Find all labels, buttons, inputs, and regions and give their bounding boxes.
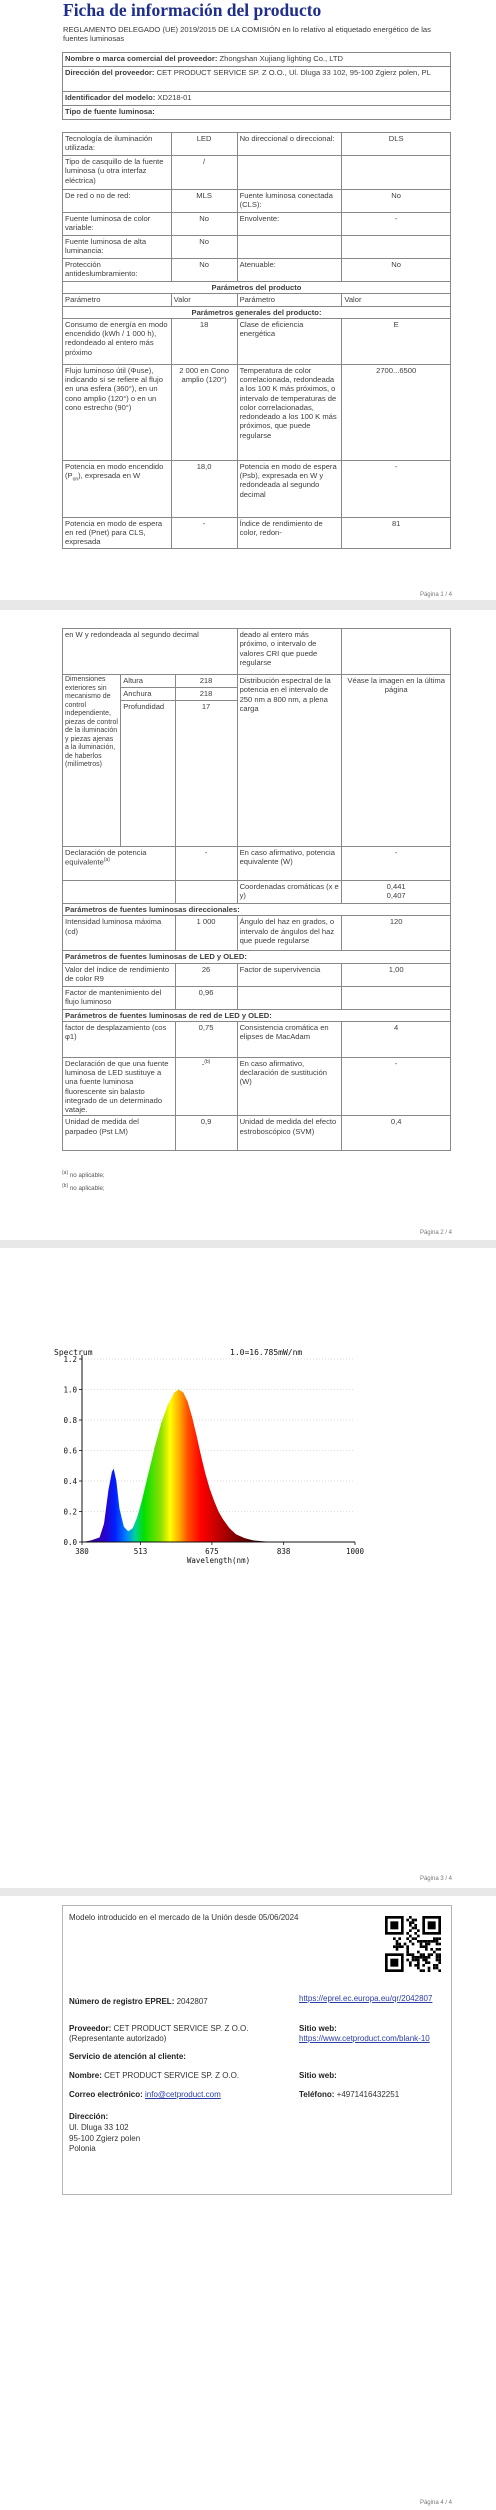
type-label: Fuente luminosa de color variable: (63, 213, 172, 236)
param-label: Flujo luminoso útil (Φuse), indicando si se refiere al flujo en una esfera (360°), en un cono amplio (120°) o en un cono estrecho (90°) (63, 364, 172, 460)
param-value (175, 881, 237, 904)
y-tick-label: 1.0 (63, 1385, 77, 1395)
y-tick-label: 0.2 (63, 1507, 77, 1517)
param-label: Potencia en modo encendido $(P_{on})$, expresada en W (63, 460, 172, 517)
param-label: En caso afirmativo, declaración de sustitución (W) (237, 1057, 342, 1116)
spectrum-point (174, 1392, 175, 1393)
spectrum-chart (50, 1347, 370, 1569)
provider: Proveedor: CET PRODUCT SERVICE SP. Z O.O. (Representante autorizado) (69, 2024, 249, 2043)
param-value (342, 986, 451, 1009)
param-value: 0,75 (175, 1021, 237, 1057)
spectrum-point (201, 1455, 202, 1456)
type-table (62, 132, 451, 549)
param-value: - (342, 847, 451, 881)
provider-web-link[interactable]: https://www.cetproduct.com/blank-10 (299, 2033, 430, 2043)
service-website: Sitio web: (299, 2071, 337, 2080)
param-value: 218 (175, 675, 237, 688)
supplier-name-row: Nombre o marca comercial del proveedor: Zhongshan Xujiang lighting Co., LTD (63, 53, 451, 67)
param-value: 0,4 (342, 1116, 451, 1151)
param-label: en W y redondeada al segundo decimal (63, 629, 238, 675)
param-label: Consistencia cromática en elipses de MacAdam (237, 1021, 342, 1057)
param-value: 81 (342, 517, 451, 548)
type-value (342, 156, 451, 190)
type-value: - (342, 213, 451, 236)
provider-website: Sitio web: https://www.cetproduct.com/blank-10 (299, 2024, 430, 2043)
x-tick-label: 1000 (345, 1547, 365, 1556)
service-email: Correo electrónico: info@cetproduct.com (69, 2090, 221, 2099)
param-label: Unidad de medida del efecto estroboscópico (SVM) (237, 1116, 342, 1151)
y-axis-label: Spectrum (54, 1348, 93, 1357)
param-value: - (175, 847, 237, 881)
spectrum-point (223, 1519, 224, 1520)
param-label: Unidad de medida del parpadeo (Pst LM) (63, 1116, 176, 1151)
param-label: Declaración de potencia equivalente$^{(a)}$ (63, 847, 176, 881)
spectrum-point (262, 1541, 263, 1542)
page-number: Página 4 / 4 (419, 2500, 452, 2506)
param-label: Consumo de energía en modo encendido (kWh / 1 000 h), redondeado al entero más próximo (63, 318, 172, 364)
param-label: Índice de rendimiento de color, redon- (237, 517, 342, 548)
param-value: 26 (175, 963, 237, 986)
params-table-continued (62, 628, 451, 1151)
param-value: - (342, 460, 451, 517)
regulation-text: REGLAMENTO DELEGADO (UE) 2019/2015 DE LA COMISIÓN en lo relativo al etiquetado energético de las fuentes luminosas (63, 25, 431, 44)
param-label: deado al entero más próximo, o intervalo de valores CRI que puede regularse (237, 629, 342, 675)
y-tick-label: 0.0 (63, 1538, 77, 1547)
param-label: Anchura (121, 688, 175, 701)
service-name: Nombre: CET PRODUCT SERVICE SP. Z O.O. (69, 2071, 240, 2080)
param-value: -$^{(b)}$ (175, 1057, 237, 1116)
eprel-url-link[interactable]: https://eprel.ec.europa.eu/qr/2042807 (299, 1994, 433, 2003)
y-tick-label: 0.8 (63, 1416, 77, 1425)
spectrum-point (113, 1469, 114, 1470)
spectrum-point (108, 1490, 109, 1491)
type-value: No (171, 259, 237, 282)
param-value: 1 000 (175, 916, 237, 951)
param-value: 18 (171, 318, 237, 364)
service-title: Servicio de atención al cliente: (69, 2052, 186, 2061)
type-label: No direccional o direccional: (237, 133, 342, 156)
page-number: Página 3 / 4 (419, 1876, 452, 1882)
type-section-title: Tipo de fuente luminosa: (63, 106, 451, 120)
param-label: Distribución espectral de la potencia en el intervalo de 250 nm a 800 nm, a plena carga (237, 675, 342, 847)
spectrum-point (179, 1389, 180, 1390)
spectrum-point (112, 1472, 113, 1473)
type-label: Envolvente: (237, 213, 342, 236)
param-value: 4 (342, 1021, 451, 1057)
param-label: Declaración de que una fuente luminosa de LED sustituye a una fuente luminosa fluorescente sin balasto integrado de un determinado vataje. (63, 1057, 176, 1116)
spectrum-point (196, 1435, 197, 1436)
type-label: Tipo de casquillo de la fuente luminosa (u otra interfaz eléctrica) (63, 156, 172, 190)
spectrum-point (104, 1523, 105, 1524)
model-row: Identificador del modelo: XD218-01 (63, 92, 451, 106)
param-label (63, 881, 176, 904)
type-label: Tecnología de iluminación utilizada: (63, 133, 172, 156)
param-label: Ángulo del haz en grados, o intervalo de ángulos del haz que puede regularse (237, 916, 342, 951)
dimensions-label: Dimensiones exteriores sin mecanismo de control independiente, piezas de control de la iluminación y piezas ajenas a la iluminación, de haberlos (milímetros) (63, 675, 121, 847)
param-label: Altura (121, 675, 175, 688)
param-value: E (342, 318, 451, 364)
spectrum-point (137, 1517, 138, 1518)
spectrum-point (116, 1481, 117, 1482)
spectrum-series-area (82, 1390, 284, 1543)
general-params-title: Parámetros generales del producto: (63, 306, 451, 318)
type-value: MLS (171, 190, 237, 213)
type-label (237, 156, 342, 190)
led-title: Parámetros de fuentes luminosas de LED y OLED: (63, 951, 451, 963)
spectrum-point (187, 1401, 188, 1402)
param-label: Clase de eficiencia energética (237, 318, 342, 364)
footnote-b: $^{(b)}$ no aplicable; (62, 1183, 105, 1193)
page-2 (0, 610, 496, 1240)
param-label: Profundidad (121, 701, 175, 847)
y-tick-label: 0.6 (63, 1446, 77, 1456)
param-value: - (342, 1057, 451, 1116)
param-label (237, 986, 342, 1009)
type-value: No (342, 259, 451, 282)
spectrum-point (229, 1528, 230, 1529)
spectrum-point (141, 1502, 142, 1503)
x-tick-label: 380 (75, 1547, 89, 1556)
param-label: En caso afirmativo, potencia equivalente (W) (237, 847, 342, 881)
spectrum-point (91, 1540, 92, 1541)
type-value: No (171, 213, 237, 236)
param-value (342, 629, 451, 675)
eprel-link[interactable] (299, 1994, 441, 2004)
spectrum-point (245, 1538, 246, 1539)
param-value: 2 000 en Cono amplio (120°) (171, 364, 237, 460)
placed-on-market: Modelo introducido en el mercado de la Unión desde 05/06/2024 (69, 1913, 299, 1922)
chart-title: 1.0=16.785mW/nm (230, 1348, 303, 1357)
param-label: Temperatura de color correlacionada, redondeada a los 100 K más próximos, o intervalo de temperaturas de color correlacionadas, redondeado a los 100 K más próximos, que puede regularse (237, 364, 342, 460)
type-value (342, 236, 451, 259)
supplier-address-row: Dirección del proveedor: CET PRODUCT SERVICE SP. Z O.O., Ul. Dluga 33 102, 95-100 Zgierz polen, PL (63, 67, 451, 92)
type-label: Fuente luminosa conectada (CLS): (237, 190, 342, 213)
email-link[interactable]: info@cetproduct.com (145, 2090, 221, 2099)
param-value: 1,00 (342, 963, 451, 986)
type-label: Fuente luminosa de alta luminancia: (63, 236, 172, 259)
param-label: Potencia en modo de espera (Psb), expresada en W y redondeada al segundo decimal (237, 460, 342, 517)
param-value: 120 (342, 916, 451, 951)
type-label (237, 236, 342, 259)
spectrum-point (183, 1392, 184, 1393)
x-tick-label: 838 (276, 1547, 291, 1556)
param-value: - (171, 517, 237, 548)
spectrum-point (124, 1526, 125, 1527)
eprel-reg-number: Número de registro EPREL: 2042807 (69, 1997, 208, 2006)
spectrum-point (205, 1473, 206, 1474)
param-value: 18,0 (171, 460, 237, 517)
spectrum-point (154, 1447, 155, 1448)
supplier-table (62, 52, 451, 120)
param-value: 0,441 0,407 (342, 881, 451, 904)
col-header: Valor (171, 294, 237, 306)
col-header: Valor (342, 294, 451, 306)
spectrum-point (192, 1417, 193, 1418)
y-tick-label: 0.4 (63, 1477, 77, 1486)
qr-code-icon[interactable] (385, 1916, 441, 1972)
service-address: Dirección: Ul. Dluga 33 102 95-100 Zgierz polen Polonia (69, 2112, 141, 2154)
type-label: De red o no de red: (63, 190, 172, 213)
col-header: Parámetro (237, 294, 342, 306)
param-value: 218 (175, 688, 237, 701)
x-tick-label: 513 (133, 1547, 148, 1556)
param-value: 0,9 (175, 1116, 237, 1151)
eprel-card (62, 1905, 452, 2195)
param-label: Valor del índice de rendimiento de color R9 (63, 963, 176, 986)
spectrum-chart-svg (50, 1347, 370, 1569)
spectrum-point (209, 1488, 210, 1489)
spectrum-point (132, 1528, 133, 1529)
params-title: Parámetros del producto (63, 282, 451, 294)
type-label: Atenuable: (237, 259, 342, 282)
type-value: LED (171, 133, 237, 156)
footnote-a: $^{(a)}$ no aplicable; (62, 1170, 105, 1180)
spectrum-point (168, 1404, 169, 1405)
col-header: Parámetro (63, 294, 172, 306)
param-value: 17 (175, 701, 237, 847)
spectrum-point (161, 1423, 162, 1424)
spectrum-point (148, 1475, 149, 1476)
param-value: 2700...6500 (342, 364, 451, 460)
param-label: Intensidad luminosa máxima (cd) (63, 916, 176, 951)
type-value: No (342, 190, 451, 213)
y-tick-label: 1.2 (63, 1355, 77, 1364)
mains-led-title: Parámetros de fuentes luminosas de red de LED y OLED: (63, 1009, 451, 1021)
page-number: Página 2 / 4 (419, 1230, 452, 1236)
spectrum-point (253, 1540, 254, 1541)
type-value: No (171, 236, 237, 259)
directional-title: Parámetros de fuentes luminosas direccionales: (63, 904, 451, 916)
param-label: Potencia en modo de espera en red (Pnet) para CLS, expresada (63, 517, 172, 548)
spectrum-point (119, 1508, 120, 1509)
page-title: Ficha de información del producto (63, 0, 322, 20)
param-label: Factor de supervivencia (237, 963, 342, 986)
type-label: Protección antideslumbramiento: (63, 259, 172, 282)
x-tick-label: 675 (205, 1547, 219, 1556)
spectrum-point (214, 1501, 215, 1502)
param-label: factor de desplazamiento (cos φ1) (63, 1021, 176, 1057)
x-axis-label: Wavelength(nm) (186, 1556, 251, 1565)
param-value: Véase la imagen en la última página (342, 675, 451, 847)
spectrum-point (218, 1511, 219, 1512)
type-value: DLS (342, 133, 451, 156)
param-label: Coordenadas cromáticas (x e y) (237, 881, 342, 904)
page-1 (0, 0, 496, 600)
param-value: 0,96 (175, 986, 237, 1009)
param-label: Factor de mantenimiento del flujo luminoso (63, 986, 176, 1009)
spectrum-point (99, 1537, 100, 1538)
type-value: / (171, 156, 237, 190)
spectrum-point (236, 1534, 237, 1535)
spectrum-point (128, 1531, 129, 1532)
page-number: Página 1 / 4 (419, 592, 452, 598)
service-phone: Teléfono: +4971416432251 (299, 2090, 400, 2099)
